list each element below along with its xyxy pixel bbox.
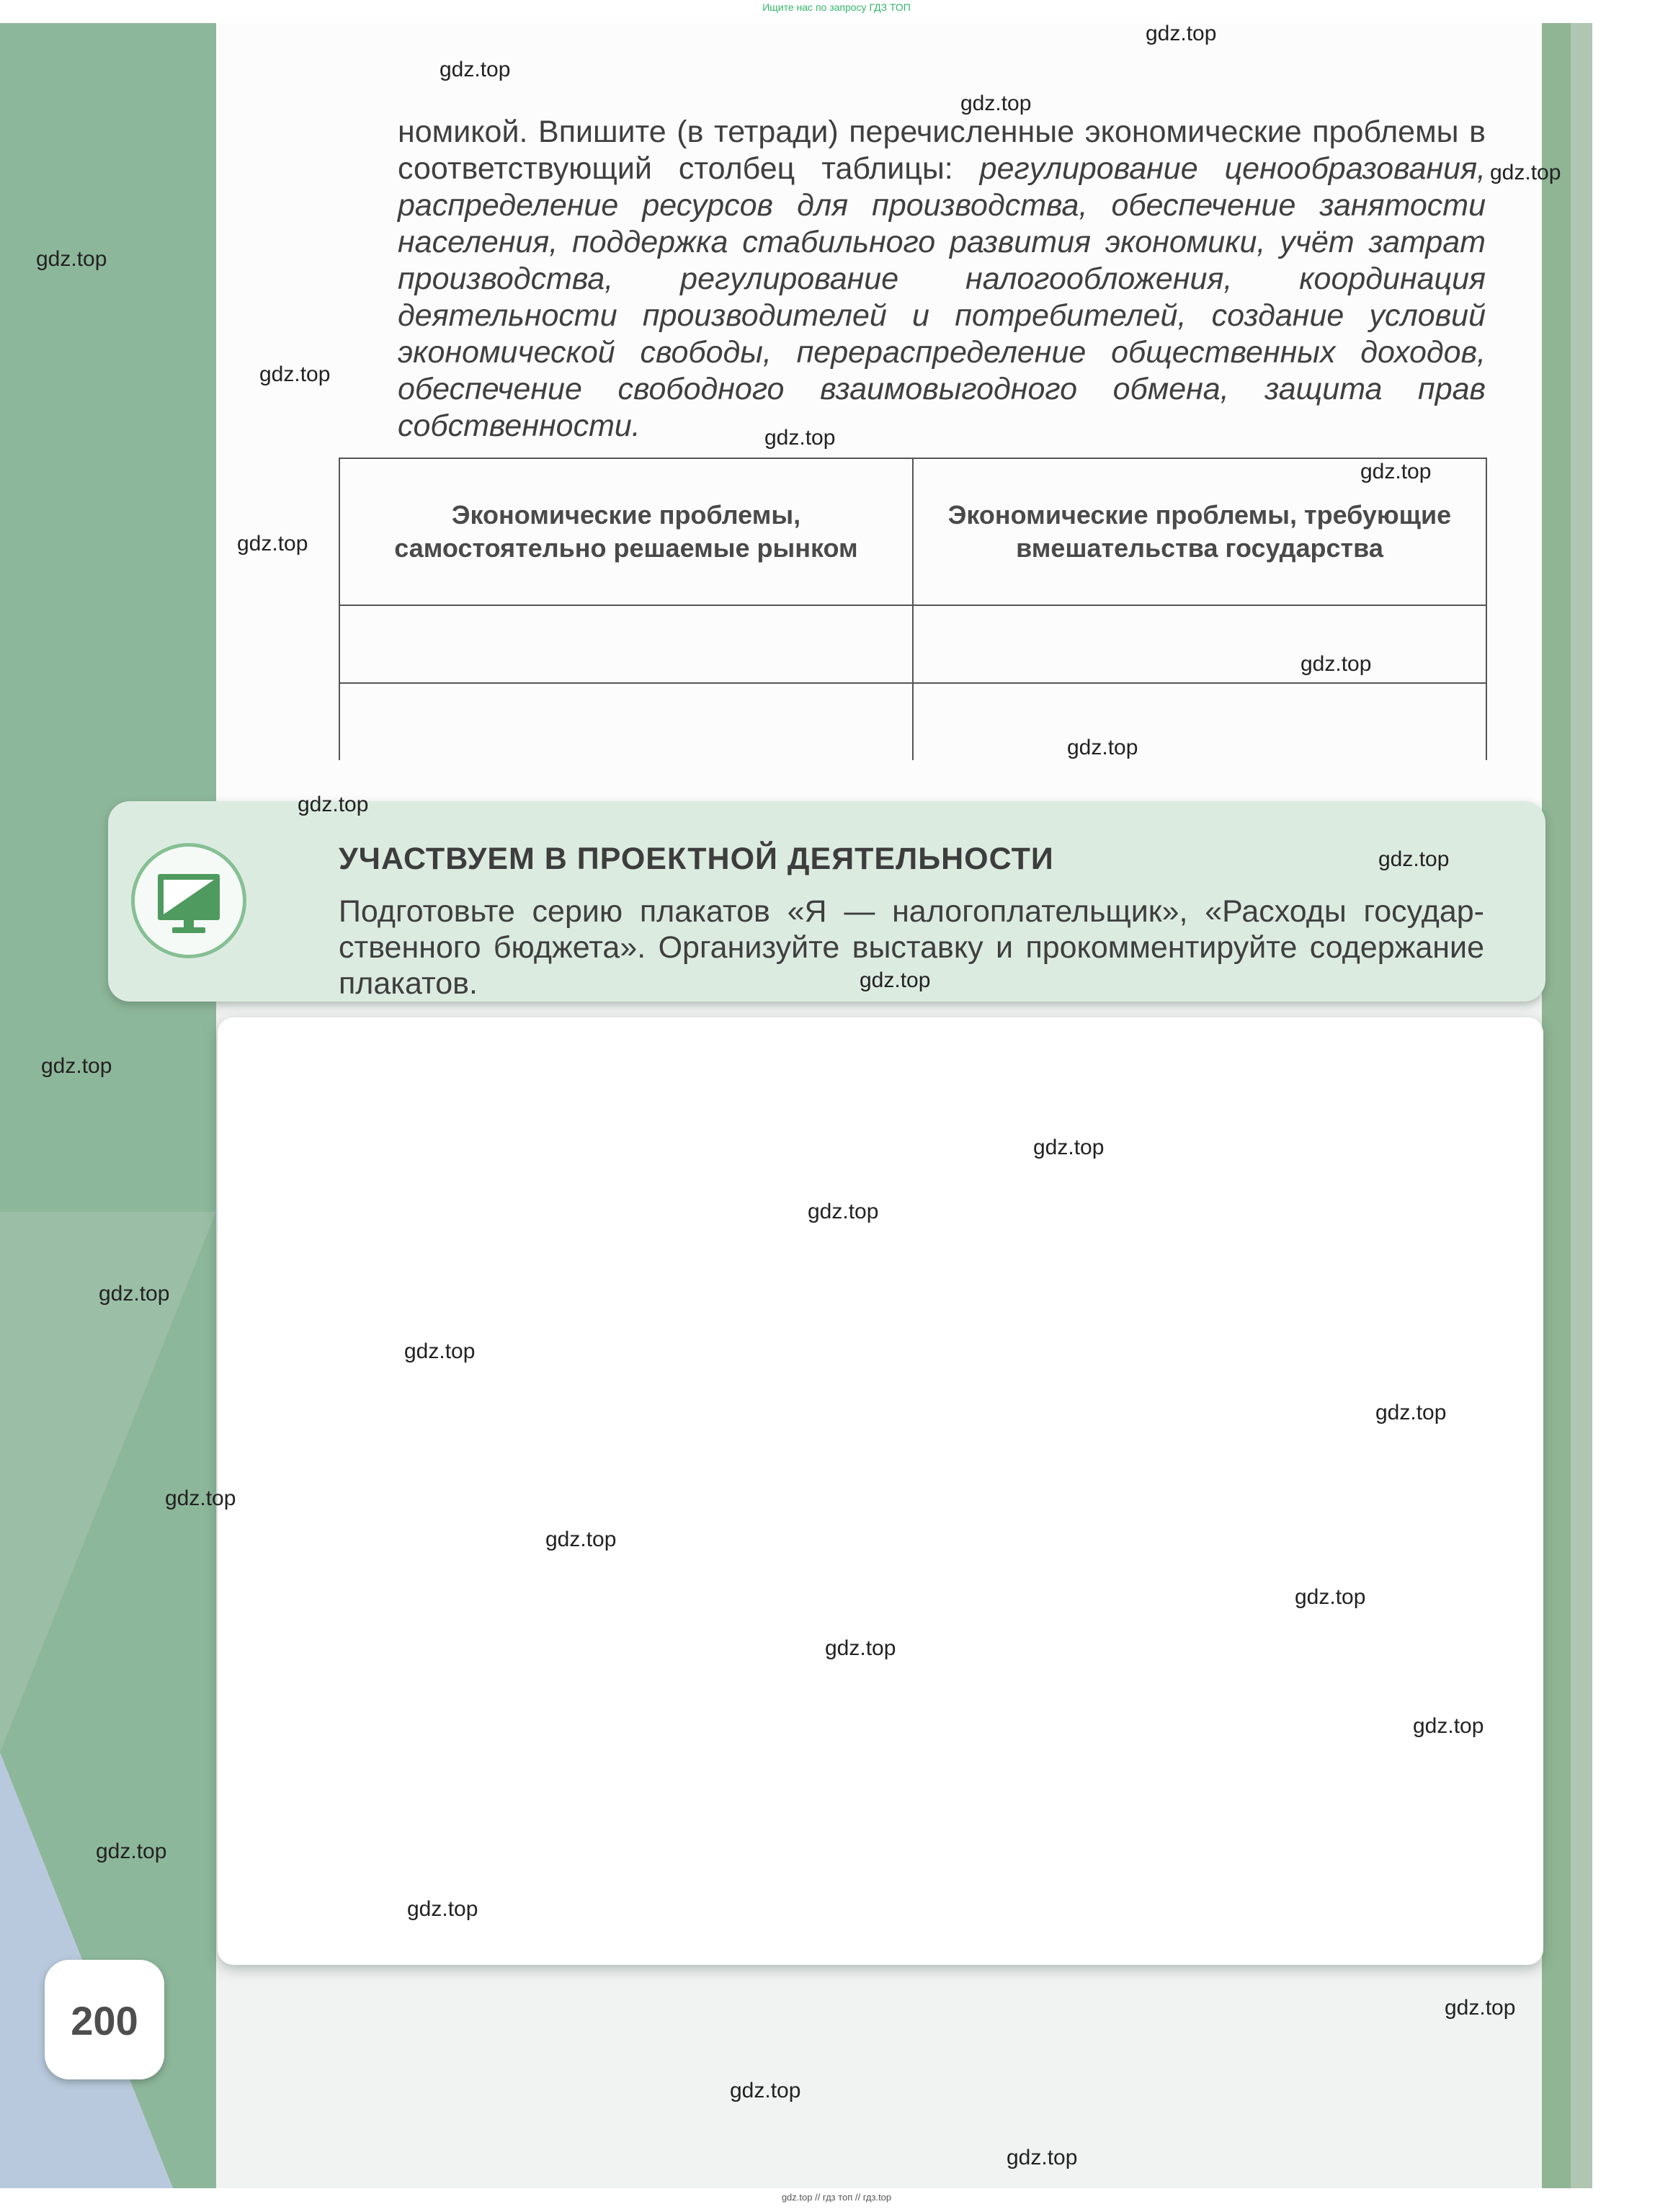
watermark: gdz.top	[1490, 161, 1561, 184]
watermark: gdz.top	[96, 1839, 167, 1863]
watermark: gdz.top	[960, 92, 1032, 115]
content-panel-bottom	[218, 1017, 1543, 1965]
watermark: gdz.top	[1033, 1136, 1105, 1159]
table-cell	[339, 605, 913, 683]
table-cell	[913, 683, 1486, 760]
watermark: gdz.top	[1295, 1585, 1366, 1609]
watermark: gdz.top	[1375, 1401, 1447, 1424]
watermark: gdz.top	[808, 1200, 879, 1223]
table-header-state: Экономические проблемы, требующие вмешательства государства	[913, 458, 1486, 605]
watermark: gdz.top	[860, 968, 931, 992]
watermark: gdz.top	[1445, 1996, 1516, 2020]
watermark: gdz.top	[1413, 1714, 1484, 1738]
table-header-market: Экономические проблемы, самостоятельно решаемые рынком	[339, 458, 913, 605]
watermark: gdz.top	[730, 2079, 801, 2102]
watermark: gdz.top	[1360, 460, 1432, 483]
watermark: gdz.top	[237, 532, 308, 556]
header-note: Ищите нас по запросу ГДЗ ТОП	[762, 1, 911, 13]
watermark: gdz.top	[1146, 22, 1217, 45]
task-text	[398, 114, 1486, 445]
watermark: gdz.top	[440, 58, 511, 81]
watermark: gdz.top	[407, 1897, 478, 1921]
table-row	[339, 683, 1486, 760]
task-problems-list: регулирование ценообразования, распределение ресурсов для производства, обеспечение занятости населения, поддержка стабильного развития экономики, учёт затрат производства, регулирование налогообложения, координация деятельности производителей и потребителей, создание условий экономической свободы, перераспределение общественных доходов, обеспечение свободного взаимовыгодного обмена, защита прав собственности.	[398, 151, 1486, 443]
watermark: gdz.top	[165, 1486, 236, 1510]
watermark: gdz.top	[41, 1054, 112, 1078]
footer-note: gdz.top // гдз топ // гдз.top	[781, 2192, 892, 2203]
right-decor-edge	[1571, 23, 1592, 2188]
table-cell	[339, 683, 913, 760]
economic-problems-table	[339, 458, 1487, 760]
watermark: gdz.top	[36, 247, 107, 271]
project-title: УЧАСТВУЕМ В ПРОЕКТНОЙ ДЕЯТЕЛЬНОСТИ	[339, 842, 1054, 876]
watermark: gdz.top	[1301, 652, 1372, 676]
watermark: gdz.top	[99, 1282, 170, 1306]
watermark: gdz.top	[259, 362, 331, 386]
page-number: 200	[71, 1998, 138, 2043]
watermark: gdz.top	[1007, 2146, 1078, 2169]
task-intro: номикой. Впишите (в тетради) перечисленные экономические проблемы в соответствующий столбец таблицы:	[398, 115, 1486, 186]
watermark: gdz.top	[825, 1636, 896, 1660]
watermark: gdz.top	[545, 1528, 617, 1551]
watermark: gdz.top	[1378, 847, 1450, 871]
table-header-row	[339, 458, 1486, 605]
watermark: gdz.top	[404, 1339, 476, 1363]
watermark: gdz.top	[1067, 736, 1138, 759]
monitor-chart-icon	[131, 843, 246, 958]
watermark: gdz.top	[298, 793, 369, 816]
table-cell	[913, 605, 1486, 683]
project-text: Подготовьте серию плакатов «Я — налогоплательщик», «Расходы государственного бюджета». Организуйте выставку и прокомментируйте содержание плакатов.	[339, 894, 1484, 1001]
watermark: gdz.top	[764, 426, 836, 450]
